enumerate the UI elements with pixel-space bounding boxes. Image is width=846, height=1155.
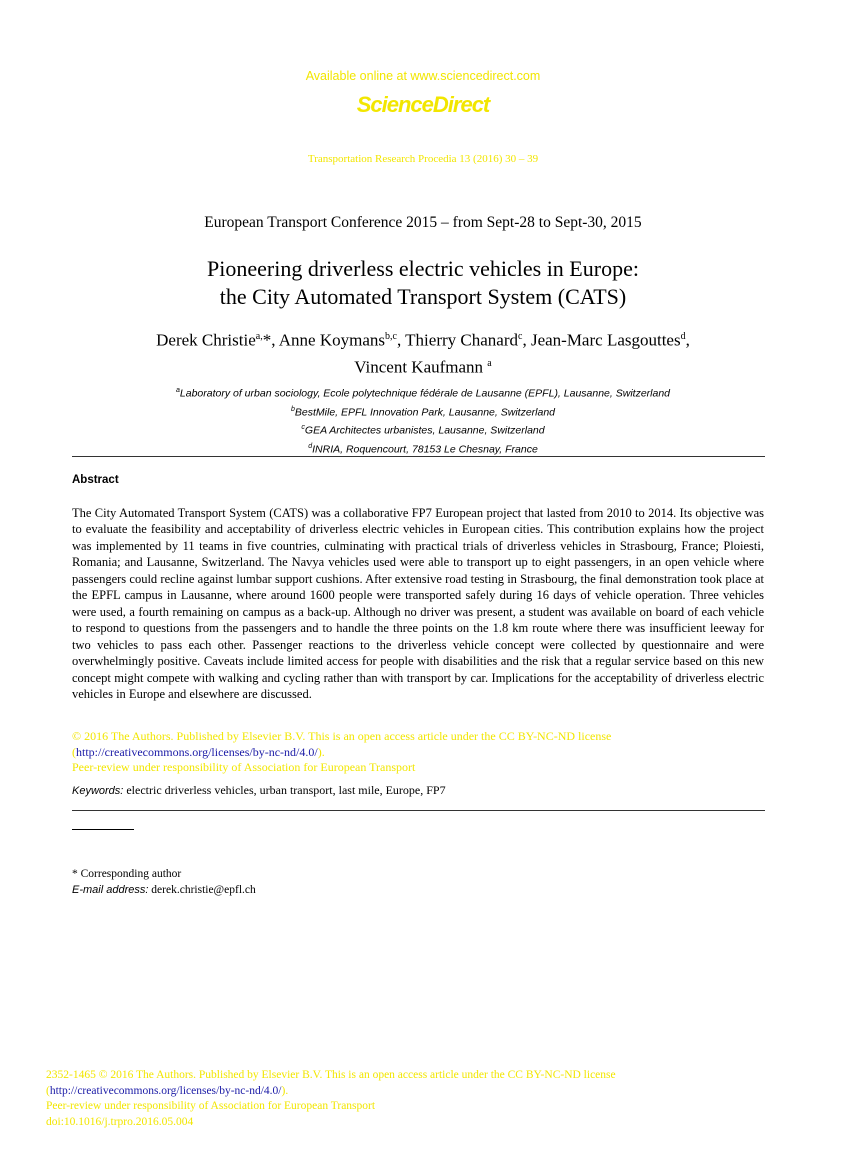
author-affil-sup: b,c [385,331,397,342]
affiliation-text: GEA Architectes urbanistes, Lausanne, Switzerland [304,424,545,437]
title-line-1: Pioneering driverless electric vehicles in Europe: [207,256,639,281]
author-affil-sup: a [487,357,492,369]
affiliation-item [0,420,846,439]
keywords-label: Keywords: [72,785,124,797]
doi-line[interactable]: doi:10.1016/j.trpro.2016.05.004 [46,1115,194,1128]
author-affil-sup: d [680,331,686,342]
sciencedirect-logo: ScienceDirect [356,92,490,117]
paren: ( [46,1084,50,1097]
author-name: Anne Koymans [278,330,386,350]
bottom-license-line: 2352-1465 © 2016 The Authors. Published by Elsevier B.V. This is an open access article under the CC BY-NC-ND license [46,1069,616,1081]
affiliation-sup: a [175,387,180,394]
author-line-2 [0,352,846,379]
footnote-rule [72,829,134,830]
keywords [72,783,446,798]
author-list [0,325,846,378]
conference-name: European Transport Conference 2015 – from Sept-28 to Sept-30, 2015 [204,214,642,231]
affiliation-item [0,402,846,421]
available-online-text[interactable]: Available online at www.sciencedirect.com [305,69,541,83]
affiliation-text: Laboratory of urban sociology, Ecole polytechnique fédérale de Lausanne (EPFL), Lausanne, Switzerland [179,387,671,400]
affiliation-sup: b [290,405,295,413]
corresponding-mark: * [262,330,272,350]
author-line-1: Derek Christie$^{a,}$*, Anne Koymans$^{b,c}$, Thierry Chanard$^c$, Jean-Marc Lasgouttes$^d$, [156,330,690,350]
peer-review-line: Peer-review under responsibility of Association for European Transport [72,760,416,774]
license-line: © 2016 The Authors. Published by Elsevier B.V. This is an open access article under the CC BY-NC-ND license [72,729,612,743]
email-label: E-mail address: [72,884,149,896]
affiliation-sup: c [301,424,305,431]
bottom-license-url-link[interactable]: http://creativecommons.org/licenses/by-nc-nd/4.0/ [49,1084,282,1097]
bottom-divider [72,810,765,811]
bottom-url-line [46,1084,616,1100]
author-name: Derek Christie [156,330,256,350]
corresponding-author-note: * Corresponding author [72,868,182,880]
author-name: Jean-Marc Lasgouttes [530,330,681,350]
abstract-body: The City Automated Transport System (CATS) was a collaborative FP7 European project that lasted from 2010 to 2014. Its objective was to evaluate the feasibility and acceptability of driverless electric vehicles in European cities. This contribution explains how the project was implemented by 11 teams in five countries, culminating with practical trials of driverless vehicles in Strasbourg, France; Ploiesti, Romania; and Lausanne, Switzerland. The Navya vehicles used were able to transport up to eight passengers, in an open vehicle where passengers could recline against lumbar support cushions. After extensive road testing in Strasbourg, the final demonstration took place at the EPFL campus in Lausanne, where around 1600 people were transported safely during 16 days of vehicle operation. Three vehicles were used, a fourth remaining on campus as a back-up. Although no driver was present, a student was available on board of each vehicle to respond to questions from the passengers and to handle the three points on the 1.8 km route where there was insufficient leeway for two vehicles to pass each other. Passenger reactions to the driverless vehicle concept were collected by questionnaire and were overwhelmingly positive. Caveats include limited access for people with disabilities and the risk that a regular service based on this new concept might compete with walking and cycling rather than with transport by car. Implications for the acceptability of driverless electric vehicles in Europe and elsewhere are discussed. [72,506,764,701]
email-line [72,882,256,898]
affiliation-sup: d [308,442,313,450]
author-name: Vincent Kaufmann [354,357,488,377]
title-line-2: the City Automated Transport System (CATS) [219,284,627,309]
affiliation-text: BestMile, EPFL Innovation Park, Lausanne, Switzerland [294,406,556,418]
affiliation-item [0,383,846,402]
paren: ). [281,1084,289,1097]
license-url-line [72,745,325,761]
affiliation-item [0,439,846,458]
author-name: Thierry Chanard [405,330,518,350]
abstract-heading: Abstract [72,474,119,486]
email-address[interactable]: derek.christie@epfl.ch [148,884,256,896]
bottom-copyright [46,1068,616,1130]
affiliations [0,383,846,457]
paren: ( [72,744,76,759]
journal-reference: Transportation Research Procedia 13 (2016) 30 – 39 [307,153,539,165]
author-affil-sup: a, [255,331,263,342]
keywords-text: electric driverless vehicles, urban transport, last mile, Europe, FP7 [123,783,446,797]
license-url-link[interactable]: http://creativecommons.org/licenses/by-nc-nd/4.0/ [76,744,318,759]
author-affil-sup: c [518,331,523,342]
top-divider [72,456,765,457]
affiliation-text: INRIA, Roquencourt, 78153 Le Chesnay, France [312,443,538,455]
paper-title [0,255,846,311]
bottom-peer-review-line: Peer-review under responsibility of Association for European Transport [46,1100,376,1112]
paren: ). [317,744,325,759]
